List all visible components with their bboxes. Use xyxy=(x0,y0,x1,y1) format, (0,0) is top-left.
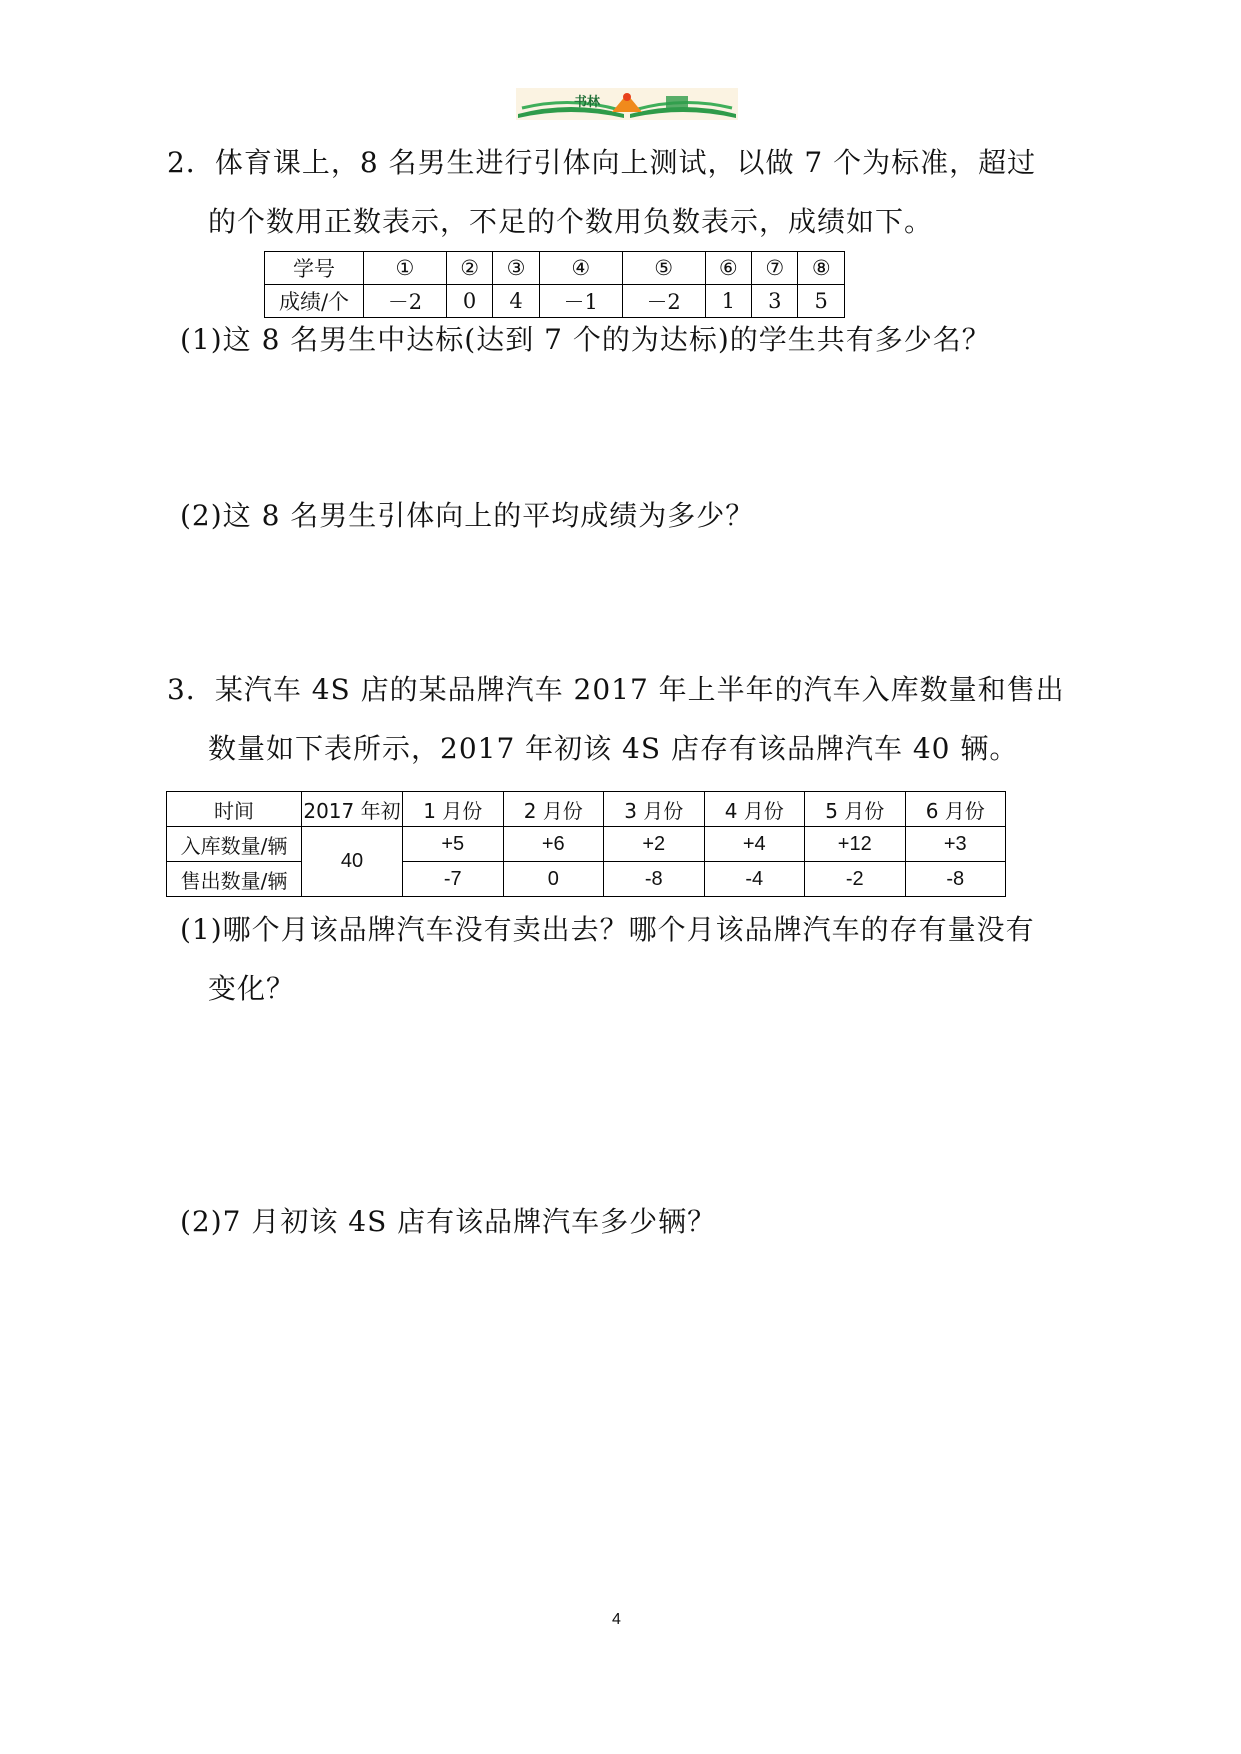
table-row xyxy=(167,862,1006,897)
table-cell: －2 xyxy=(364,285,447,318)
q2-stem-line2: 的个数用正数表示，不足的个数用负数表示，成绩如下。 xyxy=(208,205,934,238)
q3-inventory-table xyxy=(166,791,1006,897)
table-cell: 5 xyxy=(798,285,845,318)
q2-sub-question-1: (1)这 8 名男生中达标(达到 7 个的为达标)的学生共有多少名？ xyxy=(180,323,991,356)
table-row-label: 售出数量/辆 xyxy=(167,862,302,897)
table-cell: ⑧ xyxy=(798,252,845,285)
table-cell: +4 xyxy=(704,827,805,862)
table-row xyxy=(265,252,845,285)
page-number: 4 xyxy=(612,1611,621,1628)
table-row xyxy=(167,827,1006,862)
table-cell: ② xyxy=(446,252,492,285)
table-cell-initial: 40 xyxy=(302,827,403,897)
q3-sub-question-1-line2: 变化？ xyxy=(208,972,296,1005)
table-row xyxy=(167,792,1006,827)
q3-stem-line2: 数量如下表所示，2017 年初该 4S 店存有该品牌汽车 40 辆。 xyxy=(208,732,1019,765)
table-row-label: 成绩/个 xyxy=(265,285,364,318)
table-cell: +2 xyxy=(604,827,705,862)
table-cell: 1 xyxy=(705,285,751,318)
table-cell: ③ xyxy=(493,252,539,285)
table-cell: ⑦ xyxy=(752,252,798,285)
table-header: 6 月份 xyxy=(905,792,1006,827)
table-header: 4 月份 xyxy=(704,792,805,827)
logo-text: 书林 xyxy=(574,95,601,110)
table-cell: ① xyxy=(364,252,447,285)
table-cell: 3 xyxy=(752,285,798,318)
q2-score-table xyxy=(264,251,845,318)
table-cell: ⑥ xyxy=(705,252,751,285)
q3-sub-question-2: (2)7 月初该 4S 店有该品牌汽车多少辆？ xyxy=(180,1205,717,1238)
table-header: 时间 xyxy=(167,792,302,827)
q3-sub-question-1-line1: (1)哪个月该品牌汽车没有卖出去？哪个月该品牌汽车的存有量没有 xyxy=(180,913,1035,946)
table-header: 3 月份 xyxy=(604,792,705,827)
table-cell: -8 xyxy=(604,862,705,897)
table-cell: +12 xyxy=(805,827,906,862)
table-cell: +3 xyxy=(905,827,1006,862)
q3-stem-line1: 3．某汽车 4S 店的某品牌汽车 2017 年上半年的汽车入库数量和售出 xyxy=(167,673,1065,706)
table-cell: -4 xyxy=(704,862,805,897)
table-row xyxy=(265,285,845,318)
table-cell: -8 xyxy=(905,862,1006,897)
table-header: 5 月份 xyxy=(805,792,906,827)
table-row-label: 学号 xyxy=(265,252,364,285)
table-cell: +6 xyxy=(503,827,604,862)
table-cell: -2 xyxy=(805,862,906,897)
book-logo-icon xyxy=(516,88,738,120)
table-cell: －2 xyxy=(622,285,705,318)
table-cell: 0 xyxy=(503,862,604,897)
table-cell: -7 xyxy=(403,862,504,897)
table-cell: +5 xyxy=(403,827,504,862)
q2-sub-question-2: (2)这 8 名男生引体向上的平均成绩为多少？ xyxy=(180,499,755,532)
table-cell: －1 xyxy=(539,285,622,318)
table-row-label: 入库数量/辆 xyxy=(167,827,302,862)
q2-stem-line1: 2．体育课上，8 名男生进行引体向上测试，以做 7 个为标准，超过 xyxy=(167,146,1037,179)
table-cell: 4 xyxy=(493,285,539,318)
table-cell: 0 xyxy=(446,285,492,318)
table-header: 2017 年初 xyxy=(302,792,403,827)
table-cell: ④ xyxy=(539,252,622,285)
table-header: 2 月份 xyxy=(503,792,604,827)
table-cell: ⑤ xyxy=(622,252,705,285)
table-header: 1 月份 xyxy=(403,792,504,827)
